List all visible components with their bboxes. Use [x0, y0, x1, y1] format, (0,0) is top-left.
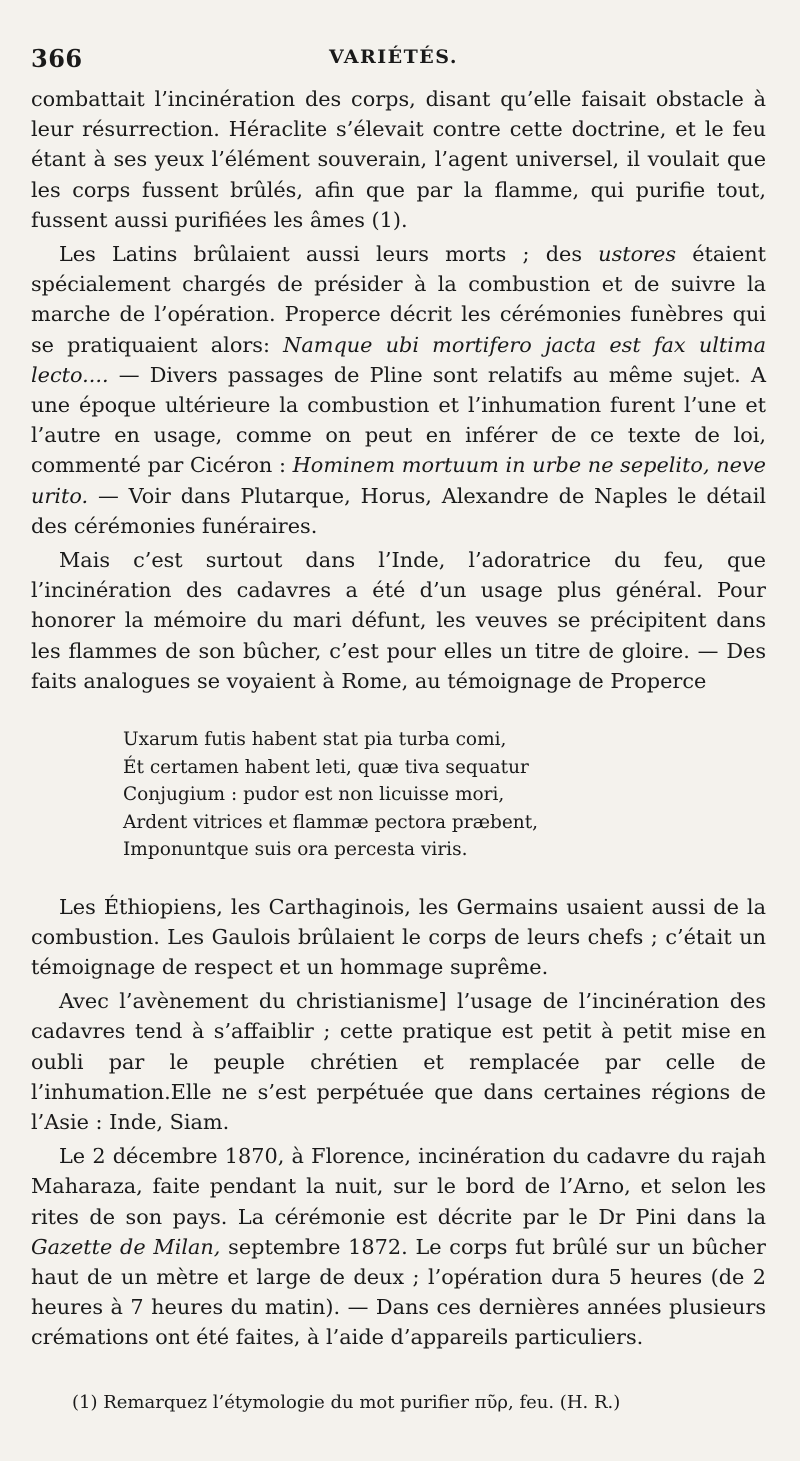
text-run: Mais c’est surtout dans l’Inde, l’adoratrice du feu, que l’incinération des cadavres a été d’un usage plus général. Pour honorer la mémoire du mari défunt, les veuves se précipitent dans les flammes de son bûcher, c’est pour elles un titre de gloire. — Des faits analogues se voyaient à Rome, au témoignage de Properce [31, 548, 766, 693]
verse-line: Conjugium : pudor est non licuisse mori, [123, 784, 505, 806]
verse-line: Ét certamen habent leti, quæ tiva sequatur [123, 756, 529, 778]
running-head: VARIÉTÉS. [329, 46, 458, 68]
text-run: combattait l’incinération des corps, disant qu’elle faisait obstacle à leur résurrection. Héraclite s’élevait contre cette doctrine, et le feu étant à ses yeux l’élément souverain, l’agent universel, il voulait que les corps fussent brûlés, afin que par la flamme, qui purifie tout, fussent aussi purifiées les âmes (1). [31, 87, 766, 232]
italic-text: Gazette de Milan, [31, 1234, 221, 1259]
text-run: étaient spécialement chargés de présider à la combustion et de suivre la marche de l’opération. Properce décrit les cérémonies funèbres qui se pratiquaient alors: [31, 242, 766, 357]
italic-text: ustores [598, 242, 677, 267]
paragraph [31, 545, 766, 696]
footnote: (1) Remarquez l’étymologie du mot purifier πῦρ, feu. (H. R.) [72, 1392, 621, 1413]
text-run: septembre 1872. Le corps fut brûlé sur un bûcher haut de un mètre et large de deux ; l’opération dura 5 heures (de 2 heures à 7 heures du matin). — Dans ces dernières années plusieurs crémations ont été faites, à l’aide d’appareils particuliers. [31, 1234, 766, 1350]
text-run: Avec l’avènement du christianisme] l’usage de l’incinération des cadavres tend à s’affaiblir ; cette pratique est petit à petit mise en oubli par le peuple chrétien et remplacée par celle de l’inhumation.Elle ne s’est perpétuée que dans certaines régions de l’Asie : Inde, Siam. [31, 989, 766, 1134]
paragraph [31, 84, 766, 235]
verse-line: Uxarum futis habent stat pia turba comi, [123, 729, 507, 751]
italic-text: Namque ubi mortifero jacta est fax ultima lecto.... [31, 332, 766, 387]
body-text [31, 84, 766, 1353]
paragraph [31, 1141, 766, 1352]
text-run: Le 2 décembre 1870, à Florence, incinération du cadavre du rajah Maharaza, faite pendant la nuit, sur le bord de l’Arno, et selon les rites de son pays. La cérémonie est décrite par le Dr Pini dans la [31, 1144, 766, 1229]
verse-line: Imponuntque suis ora percesta viris. [123, 839, 468, 861]
verse-line: Ardent vitrices et flammæ pectora præbent, [123, 811, 539, 833]
paragraph [31, 986, 766, 1137]
verse-quotation [123, 726, 766, 864]
text-run: Les Latins brûlaient aussi leurs morts ; des [59, 242, 599, 267]
text-run: — Voir dans Plutarque, Horus, Alexandre de Naples le détail des cérémonies funéraires. [31, 483, 766, 538]
page-header [31, 44, 766, 84]
paragraph [31, 239, 766, 541]
paragraph [31, 892, 766, 983]
text-run: — Divers passages de Pline sont relatifs au même sujet. A une époque ultérieure la combustion et l’inhumation furent l’une et l’autre en usage, comme on peut en inférer de ce texte de loi, commenté par Cicéron : [31, 362, 766, 478]
italic-text: Hominem mortuum in urbe ne sepelito, neve urito. [31, 453, 766, 508]
text-run: Les Éthiopiens, les Carthaginois, les Germains usaient aussi de la combustion. Les Gaulois brûlaient le corps de leurs chefs ; c’était un témoignage de respect et un hommage suprême. [31, 894, 766, 979]
page-number: 366 [31, 44, 83, 73]
